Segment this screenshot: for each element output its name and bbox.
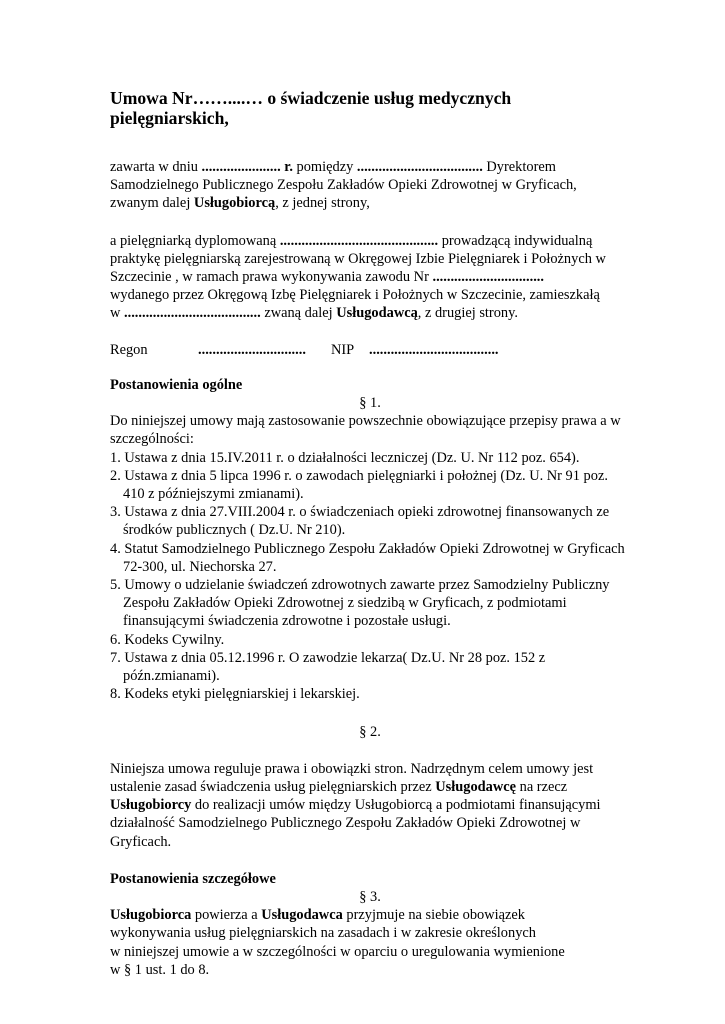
section-1-heading: § 1.	[359, 395, 381, 412]
section-3-text: Usługobiorca powierza a Usługodawca przyjmuje na siebie obowiązek wykonywania usług pielęgniarskich na zasadach i w zakresie określonych w niniejszej umowie a w szczególności w oparciu o uregulowania wymienione w § 1 ust. 1 do 8.	[110, 907, 565, 978]
detailed-provisions-heading: Postanowienia szczegółowe	[110, 870, 276, 887]
regon-label: Regon	[110, 341, 148, 358]
nip-field: ....................................	[369, 341, 499, 358]
list-item: 6. Kodeks Cywilny.	[110, 631, 225, 648]
intro-paragraph: zawarta w dniu ...................... r. pomiędzy ................................... Dyrektorem Samodzielnego Publicznego Zespołu Zakładów Opieki Zdrowotnej w Gryficach, zwanym dalej Usługobiorcą, z jednej strony,	[110, 159, 577, 212]
list-item: 3. Ustawa z dnia 27.VIII.2004 r. o świadczeniach opieki zdrowotnej finansowanych ze środków publicznych ( Dz.U. Nr 210).	[110, 504, 610, 539]
regon-nip-row	[110, 341, 630, 359]
list-item: 1. Ustawa z dnia 15.IV.2011 r. o działalności leczniczej (Dz. U. Nr 112 poz. 654).	[110, 449, 580, 466]
list-item: 7. Ustawa z dnia 05.12.1996 r. O zawodzie lekarza( Dz.U. Nr 28 poz. 152 z późn.zmianami).	[110, 649, 546, 685]
list-item: 8. Kodeks etyki pielęgniarskiej i lekarskiej.	[110, 686, 360, 703]
section-2-heading: § 2.	[359, 724, 381, 741]
section-2-text: Niniejsza umowa reguluje prawa i obowiązki stron. Nadrzędnym celem umowy jest ustalenie zasad świadczenia usług pielęgniarskich przez Usługodawcę na rzecz Usługobiorcy do realizacji umów między Usługobiorcą a podmiotami finansującymi działalność Samodzielnego Publicznego Zespołu Zakładów Opieki Zdrowotnej w Gryficach.	[110, 760, 601, 850]
section-3-heading: § 3.	[359, 888, 381, 905]
document-page	[110, 88, 630, 979]
list-item: 4. Statut Samodzielnego Publicznego Zespołu Zakładów Opieki Zdrowotnej w Gryficach 72-300, ul. Niechorska 27.	[110, 540, 625, 575]
nip-label: NIP	[331, 341, 355, 358]
list-item: 2. Ustawa z dnia 5 lipca 1996 r. o zawodach pielęgniarki i położnej (Dz. U. Nr 91 poz. 410 z późniejszymi zmianami).	[110, 467, 608, 503]
client-role: Usługobiorcą	[193, 195, 276, 212]
contract-title	[110, 88, 630, 128]
nurse-paragraph: a pielęgniarką dyplomowaną ............................................ prowadzącą indywidualną praktykę pielęgniarską zarejestrowaną w Okręgowej Izbie Pielęgniarek i Położnych w Szczecinie , w ramach prawa wykonywania zawodu Nr ............................... wydanego przez Okręgową Izbę Pielęgniarek i Położnych w Szczecinie, zamieszkałą w ...................................... zwaną dalej Usługodawcą, z drugiej strony.	[110, 232, 606, 322]
section-1-intro: Do niniejszej umowy mają zastosowanie powszechnie obowiązujące przepisy prawa a w szczególności:	[110, 413, 621, 448]
legal-list	[110, 449, 630, 704]
title-line-1: Umowa Nr……....… o świadczenie usług medycznych	[110, 88, 512, 108]
general-provisions-heading: Postanowienia ogólne	[110, 376, 243, 393]
provider-role: Usługodawcą	[336, 305, 418, 322]
title-line-2: pielęgniarskich,	[110, 108, 229, 128]
list-item: 5. Umowy o udzielanie świadczeń zdrowotnych zawarte przez Samodzielny Publiczny Zespołu Zakładów Opieki Zdrowotnej z siedzibą w Gryficach, z podmiotami finansującymi świadczenia zdrowotne i pozostałe usługi.	[110, 577, 610, 630]
regon-field: ..............................	[198, 341, 306, 358]
